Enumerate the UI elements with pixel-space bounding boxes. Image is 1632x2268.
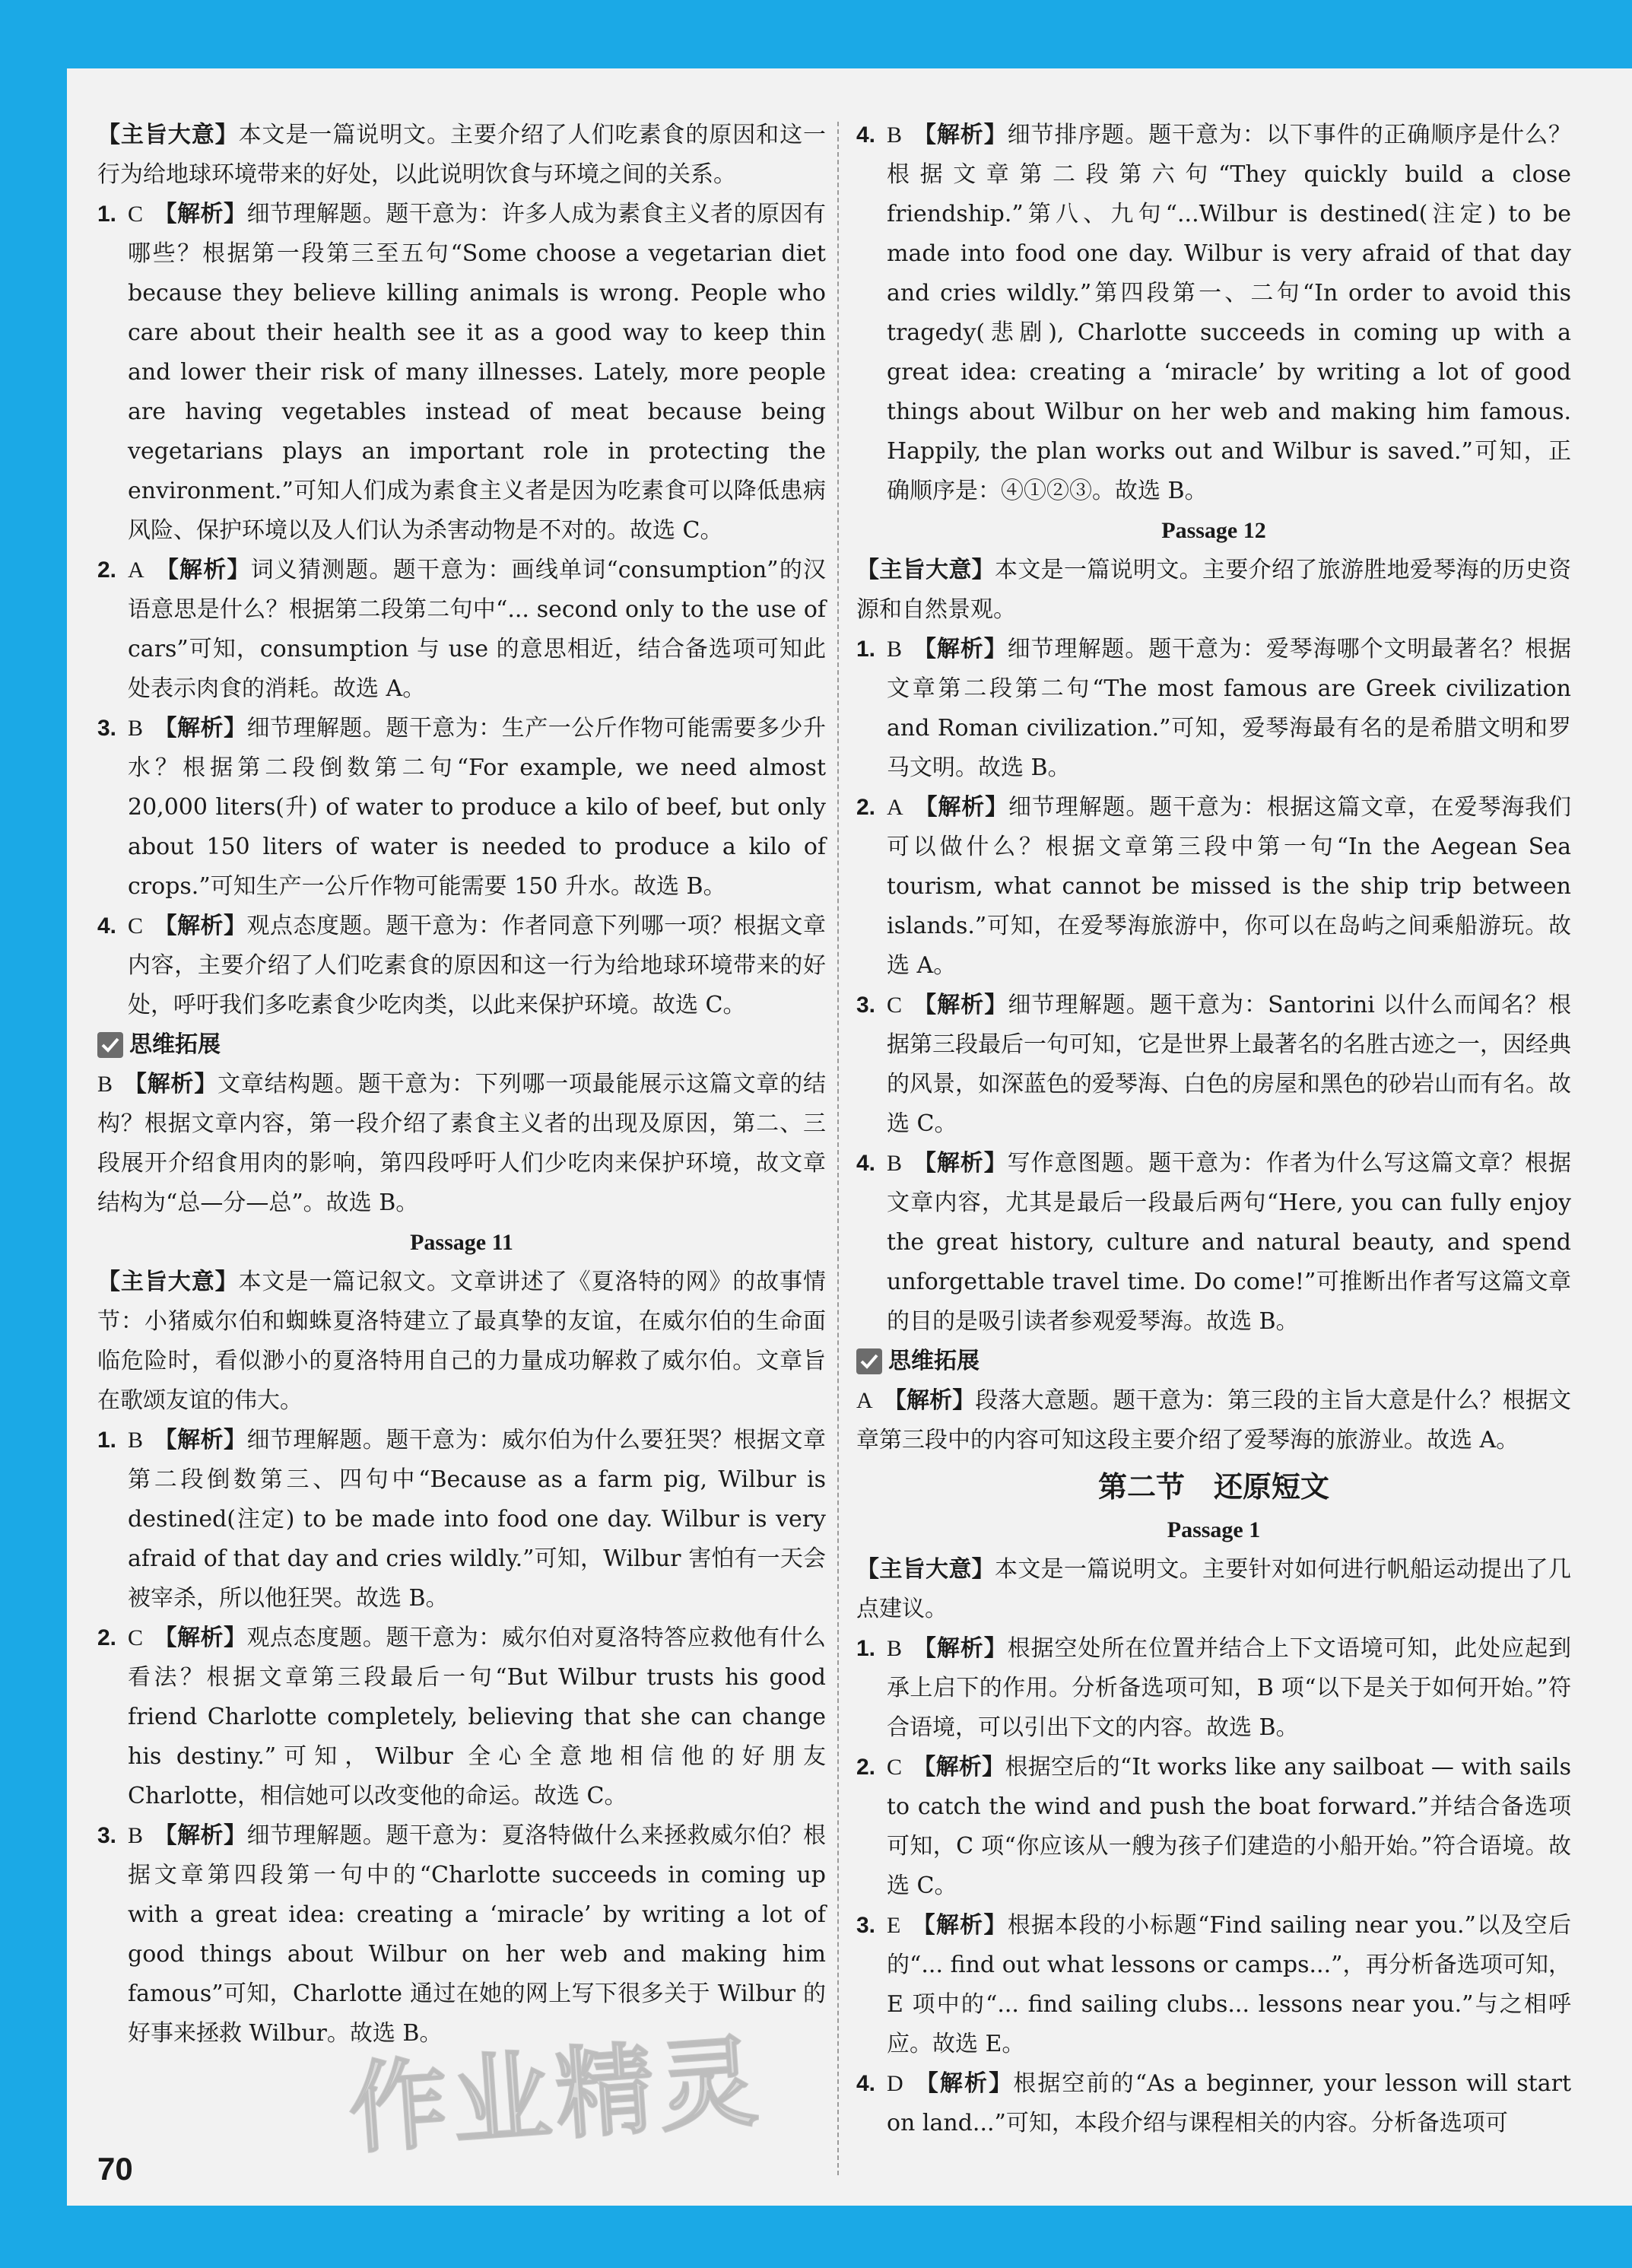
answer-letter: A xyxy=(128,557,144,583)
item-number: 2. xyxy=(856,1755,876,1780)
extension-heading xyxy=(856,1342,1571,1381)
item-number: 2. xyxy=(97,557,117,583)
summary-passage-12 xyxy=(856,551,1571,630)
analysis-tag: 【解析】 xyxy=(154,1427,247,1453)
summary-text: 本文是一篇说明文。主要介绍了旅游胜地爱琴海的历史资源和自然景观。 xyxy=(856,557,1571,623)
answer-item xyxy=(856,2064,1571,2143)
right-column xyxy=(856,116,1571,2143)
analysis-tag: 【解析】 xyxy=(154,913,247,939)
left-column xyxy=(97,116,826,2054)
answer-letter: D xyxy=(887,2071,903,2096)
analysis-text: 文章结构题。题干意为：下列哪一项最能展示这篇文章的结构？根据文章内容，第一段介绍了素食主义者的出现及原因，第二、三段展开介绍食用肉的影响，第四段呼吁人们少吃肉来保护环境，故文章结构为“总—分—总”。故选 B。 xyxy=(97,1071,827,1216)
analysis-tag: 【解析】 xyxy=(154,1625,247,1651)
passage-title: Passage 12 xyxy=(1161,518,1266,543)
analysis-tag: 【解析】 xyxy=(913,794,1009,821)
section-title: 第二节 还原短文 xyxy=(1097,1470,1329,1504)
answer-letter: C xyxy=(128,1625,144,1650)
answer-letter: B xyxy=(887,637,903,662)
summary-text: 本文是一篇说明文。主要针对如何进行帆船运动提出了几点建议。 xyxy=(856,1556,1571,1622)
analysis-tag: 【解析】 xyxy=(154,201,247,227)
answer-item xyxy=(97,1618,826,1816)
analysis-text: 根据空处所在位置并结合上下文语境可知，此处应起到承上启下的作用。分析备选项可知，B 项“以下是关于如何开始。”符合语境，可以引出下文的内容。故选 B。 xyxy=(887,1635,1571,1741)
answer-page xyxy=(67,68,1632,2206)
analysis-tag: 【解析】 xyxy=(913,1754,1005,1780)
analysis-text: 细节理解题。题干意为：威尔伯为什么要狂哭？根据文章第二段倒数第三、四句中“Because as a farm pig, Wilbur is destined(注定) to be made into food one day. Wilbur is very afraid of that day and cries wildly.”可知，Wilbur 害怕有一天会被宰杀，所以他狂哭。故选 B。 xyxy=(128,1427,827,1612)
summary-text: 本文是一篇记叙文。文章讲述了《夏洛特的网》的故事情节：小猪威尔伯和蜘蛛夏洛特建立了最真挚的友谊，在威尔伯的生命面临危险时，看似渺小的夏洛特用自己的力量成功解救了威尔伯。文章旨在歌颂友谊的伟大。 xyxy=(97,1269,827,1414)
extension-label: 思维拓展 xyxy=(888,1348,980,1374)
answer-letter: E xyxy=(887,1913,901,1938)
answer-item xyxy=(97,1816,826,2054)
item-number: 1. xyxy=(856,637,876,662)
analysis-tag: 【解析】 xyxy=(911,1912,1008,1939)
analysis-tag: 【解析】 xyxy=(913,636,1008,662)
analysis-tag: 【解析】 xyxy=(123,1071,218,1097)
answer-letter: B xyxy=(97,1072,113,1097)
item-number: 3. xyxy=(97,716,117,741)
page-number: 70 xyxy=(97,2151,133,2187)
answer-letter: B xyxy=(128,716,144,741)
analysis-text: 细节理解题。题干意为：Santorini 以什么而闻名？根据第三段最后一句可知，它是世界上最著名的名胜古迹之一，因经典的风景，如深蓝色的爱琴海、白色的房屋和黑色的砂岩山而有名。故选 C。 xyxy=(887,992,1571,1137)
analysis-text: 细节理解题。题干意为：根据这篇文章，在爱琴海我们可以做什么？根据文章第三段中第一句“In the Aegean Sea tourism, what cannot be missed is the ship trip between islands.”可知，在爱琴海旅游中，你可以在岛屿之间乘船游玩。故选 A。 xyxy=(887,794,1572,979)
item-number: 1. xyxy=(97,1428,117,1453)
answer-letter: C xyxy=(887,993,903,1018)
analysis-text: 观点态度题。题干意为：威尔伯对夏洛特答应救他有什么看法？根据文章第三段最后一句“But Wilbur trusts his good friend Charlotte completely, believing that she can change his destiny.”可知，Wilbur 全心全意地相信他的好朋友 Charlotte，相信她可以改变他的命运。故选 C。 xyxy=(128,1625,827,1809)
summary-tag: 【主旨大意】 xyxy=(97,122,239,148)
answer-letter: B xyxy=(128,1823,144,1848)
answer-letter: C xyxy=(128,202,144,227)
analysis-text: 观点态度题。题干意为：作者同意下列哪一项？根据文章内容，主要介绍了人们吃素食的原因和这一行为给地球环境带来的好处，呼吁我们多吃素食少吃肉类，以此来保护环境。故选 C。 xyxy=(128,913,827,1018)
extension-answer xyxy=(856,1381,1571,1460)
analysis-text: 词义猜测题。题干意为：画线单词“consumption”的汉语意思是什么？根据第二段第二句中“... second only to the use of cars”可知，consumption 与 use 的意思相近，结合备选项可知此处表示肉食的消耗。故选 A。 xyxy=(128,557,827,702)
answer-item xyxy=(97,709,826,907)
item-number: 3. xyxy=(97,1823,117,1848)
item-number: 1. xyxy=(97,202,117,227)
item-number: 3. xyxy=(856,1913,876,1938)
column-divider xyxy=(837,122,839,2175)
summary-tag: 【主旨大意】 xyxy=(97,1269,239,1295)
answer-letter: B xyxy=(887,122,903,148)
extension-heading xyxy=(97,1025,826,1065)
item-number: 4. xyxy=(856,2071,876,2096)
analysis-text: 根据空后的“It works like any sailboat — with sails to catch the wind and push the boat forward.”并结合备选项可知，C 项“你应该从一艘为孩子们建造的小船开始。”符合语境。故选 C。 xyxy=(887,1754,1572,1899)
checkmark-icon xyxy=(97,1032,123,1058)
answer-letter: A xyxy=(887,795,903,820)
summary-passage-11 xyxy=(97,1263,826,1421)
summary-tag: 【主旨大意】 xyxy=(856,1556,995,1583)
summary-text: 本文是一篇说明文。主要介绍了人们吃素食的原因和这一行为给地球环境带来的好处，以此说明饮食与环境之间的关系。 xyxy=(97,122,827,188)
analysis-text: 根据本段的小标题“Find sailing near you.”以及空后的“... find out what lessons or camps...”，再分析备选项可知，E 项中的“... find sailing clubs... lessons near you.”与之相呼应。故选 E。 xyxy=(887,1912,1571,2057)
analysis-tag: 【解析】 xyxy=(913,2070,1014,2097)
analysis-text: 细节理解题。题干意为：夏洛特做什么来拯救威尔伯？根据文章第四段第一句中的“Charlotte succeeds in coming up with a great idea: creating a ‘miracle’ by writing a lot of good things about Wilbur on her web and making him famous”可知，Charlotte 通过在她的网上写下很多关于 Wilbur 的好事来拯救 Wilbur。故选 B。 xyxy=(128,1822,827,2047)
answer-item xyxy=(856,986,1571,1144)
answer-item xyxy=(856,1144,1571,1342)
answer-item xyxy=(856,1629,1571,1748)
analysis-tag: 【解析】 xyxy=(913,122,1008,148)
analysis-text: 写作意图题。题干意为：作者为什么写这篇文章？根据文章内容，尤其是最后一段最后两句“Here, you can fully enjoy the great history, culture and natural beauty, and spend unforgettable travel time. Do come!”可推断出作者写这篇文章的目的是吸引读者参观爱琴海。故选 B。 xyxy=(887,1150,1571,1335)
answer-letter: C xyxy=(128,913,144,939)
analysis-text: 细节理解题。题干意为：许多人成为素食主义者的原因有哪些？根据第一段第三至五句“Some choose a vegetarian diet because they believe killing animals is wrong. People who care about their health see it as a good way to keep thin and lower their risk of many illnesses. Lately, more people are having vegetables instead of meat because being vegetarians plays an important role in protecting the environment.”可知人们成为素食主义者是因为吃素食可以降低患病风险、保护环境以及人们认为杀害动物是不对的。故选 C。 xyxy=(128,201,827,544)
analysis-tag: 【解析】 xyxy=(913,992,1008,1018)
analysis-text: 细节理解题。题干意为：生产一公斤作物可能需要多少升水？根据第二段倒数第二句“For example, we need almost 20,000 liters(升) of water to produce a kilo of beef, but only about 150 liters of water is needed to produce a kilo of crops.”可知生产一公斤作物可能需要 150 升水。故选 B。 xyxy=(128,715,827,900)
analysis-tag: 【解析】 xyxy=(913,1150,1008,1177)
extension-answer xyxy=(97,1065,826,1223)
passage-title: Passage 1 xyxy=(1167,1517,1261,1542)
answer-letter: B xyxy=(887,1151,903,1176)
answer-item xyxy=(97,551,826,709)
passage-title: Passage 11 xyxy=(410,1230,513,1255)
answer-item xyxy=(856,1748,1571,1906)
answer-item xyxy=(856,1906,1571,2064)
item-number: 3. xyxy=(856,993,876,1018)
summary-passage-1 xyxy=(856,1550,1571,1629)
watermark: 作业精灵 xyxy=(344,2023,766,2168)
item-number: 4. xyxy=(856,1151,876,1176)
summary-passage-10 xyxy=(97,116,826,195)
answer-letter: B xyxy=(128,1428,144,1453)
analysis-tag: 【解析】 xyxy=(913,1635,1008,1662)
bottom-color-bar xyxy=(0,2206,1632,2268)
analysis-tag: 【解析】 xyxy=(154,1822,247,1849)
answer-item xyxy=(856,630,1571,788)
answer-item xyxy=(97,907,826,1025)
item-number: 2. xyxy=(97,1625,117,1650)
answer-item xyxy=(856,116,1571,511)
analysis-text: 根据空前的“As a beginner, your lesson will start on land...”可知，本段介绍与课程相关的内容。分析备选项可 xyxy=(887,2070,1572,2136)
analysis-tag: 【解析】 xyxy=(154,557,251,583)
analysis-text: 段落大意题。题干意为：第三段的主旨大意是什么？根据文章第三段中的内容可知这段主要介绍了爱琴海的旅游业。故选 A。 xyxy=(856,1387,1572,1453)
analysis-text: 细节排序题。题干意为：以下事件的正确顺序是什么？根据文章第二段第六句“They quickly build a close friendship.”第八、九句“...Wilbur is destined(注定) to be made into food one day. Wilbur is very afraid of that day and cries wildly.”第四段第一、二句“In order to avoid this tragedy(悲剧), Charlotte succeeds in coming up with a great idea: creating a ‘miracle’ by writing a lot of good things about Wilbur on her web and making him famous. Happily, the plan works out and Wilbur is saved.”可知，正确顺序是：④①②③。故选 B。 xyxy=(887,122,1571,504)
answer-item xyxy=(97,1421,826,1618)
extension-label: 思维拓展 xyxy=(129,1031,221,1058)
item-number: 2. xyxy=(856,795,876,820)
analysis-tag: 【解析】 xyxy=(883,1387,976,1414)
answer-item xyxy=(856,788,1571,986)
item-number: 4. xyxy=(856,122,876,148)
summary-tag: 【主旨大意】 xyxy=(856,557,995,583)
item-number: 1. xyxy=(856,1636,876,1661)
answer-letter: B xyxy=(887,1636,903,1661)
checkmark-icon xyxy=(856,1348,882,1374)
answer-letter: C xyxy=(887,1755,903,1780)
answer-letter: A xyxy=(856,1388,873,1413)
item-number: 4. xyxy=(97,913,117,939)
analysis-tag: 【解析】 xyxy=(154,715,247,742)
analysis-text: 细节理解题。题干意为：爱琴海哪个文明最著名？根据文章第二段第二句“The most famous are Greek civilization and Roman civilization.”可知，爱琴海最有名的是希腊文明和罗马文明。故选 B。 xyxy=(887,636,1571,781)
top-color-bar xyxy=(0,0,1632,68)
answer-item xyxy=(97,195,826,551)
